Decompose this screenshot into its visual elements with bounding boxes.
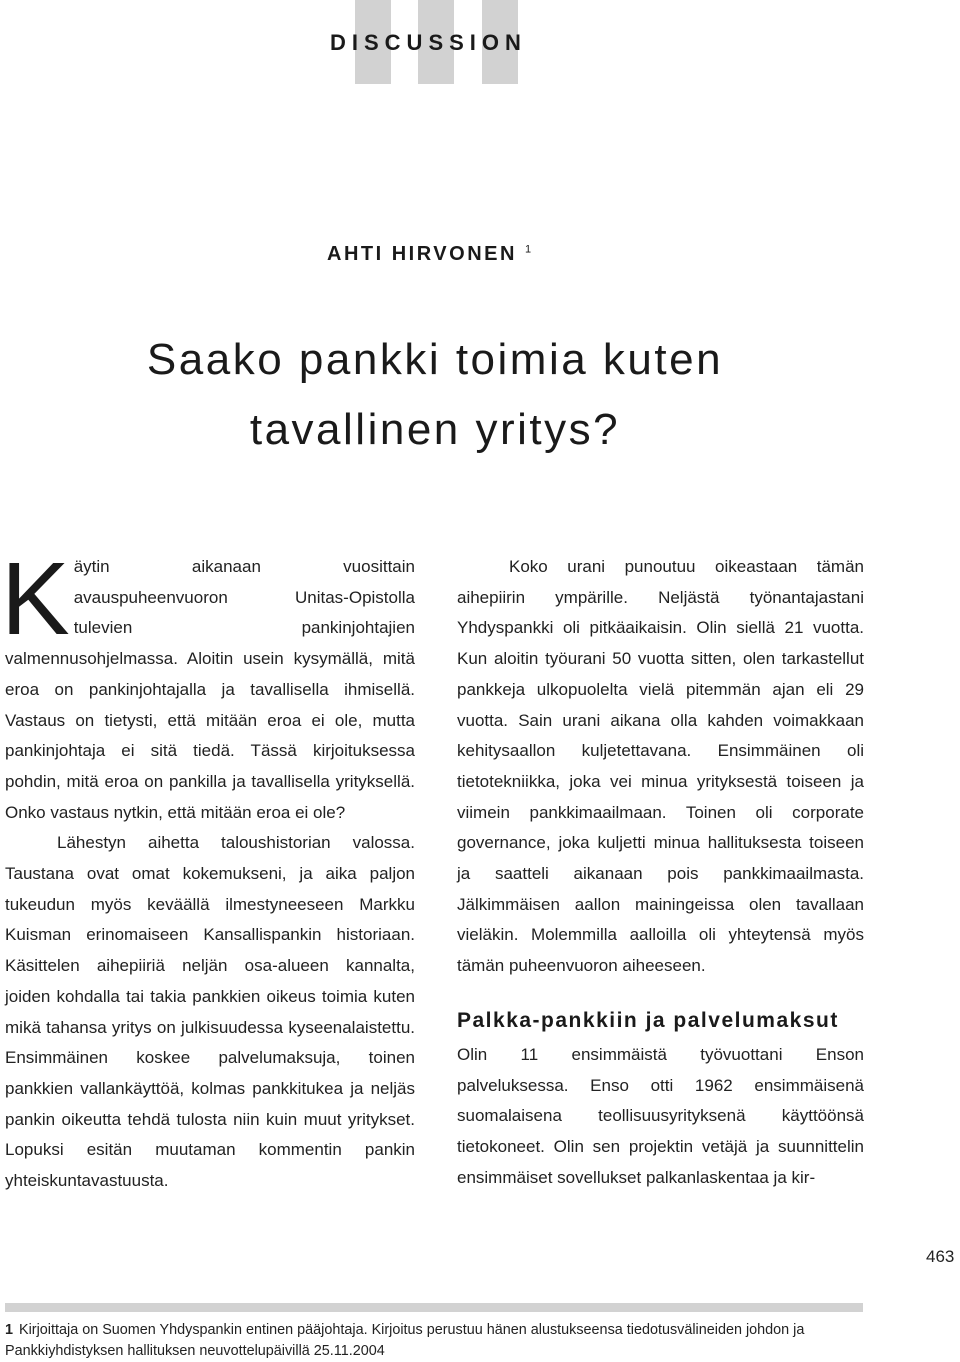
title-line-2: tavallinen yritys? [249,405,621,454]
title-line-1: Saako pankki toimia kuten [146,335,724,384]
right-column [457,552,864,1193]
footnote-divider [5,1303,863,1312]
left-paragraph-2: Lähestyn aihetta taloushistorian valossa. Taustana ovat omat kokemukseni, ja aika paljon tukeudun myös keväällä ilmestyneeseen Markku Kuisman erinomaiseen Kansallispankin historiaan. Käsittelen aihepiiriä neljän osa-alueen kannalta, joiden kohdalla tai takia pankkien oikeus toimia kuten mikä tahansa yritys on julkisuudessa kyseenalaistettu. Ensimmäinen koskee palvelumaksuja, toinen pankkien vallankäyttöä, kolmas pankkitukea ja neljäs pankin oikeutta tehdä tulosta niin kuin muut yritykset. Lopuksi esitän muutaman kommentin pankin yhteiskuntavastuusta. [5,833,415,1191]
left-paragraph-1-text: äytin aikanaan vuosittain avauspuheenvuoron Unitas-Opistolla tulevien pankinjohtajien valmennusohjelmassa. Aloitin usein kysymällä, mitä eroa on pankinjohtajalla ja tavallisella ihmisellä. Vastaus on tietysti, että mitään eroa ei ole, mutta pankinjohtaja ei sitä tiedä. Tässä kirjoituksessa pohdin, mitä eroa on pankilla ja tavallisella yrityksellä. Onko vastaus nytkin, että mitään eroa ei ole? [5,557,415,822]
article-title [0,325,870,465]
right-paragraph-1: Koko urani punoutuu oikeastaan tämän aihepiirin ympärille. Neljästä työnantajastani Yhdyspankki oli pitkäaikaisin. Olin siellä 21 vuotta. Kun aloitin työurani 50 vuotta sitten, olen tarkastellut pankkeja ulkopuolelta vielä pitemmän ajan eli 29 vuotta. Sain urani aikana olla kahden voimakkaan kehitysaallon kuljetettavana. Ensimmäinen oli tietotekniikka, joka vei minua yrityksestä toiseen ja viimein pankkimaailmaan. Toinen oli corporate governance, joka kuljetti minua hallituksesta toiseen ja saatteli aikanaan pois pankkimaailmasta. Jälkimmäisen aallon mainingeissa olen tavallaan vieläkin. Molemmilla aalloilla oli yhteytensä myös tämän puheenvuoron aiheeseen. [457,557,864,976]
section-subheading: Palkka-pankkiin ja palvelumaksut [457,1008,839,1032]
drop-cap: K [1,541,70,656]
footnote-number: 1 [5,1322,14,1338]
left-column [1,541,415,1197]
section-label: DISCUSSION [330,30,527,55]
footnote [5,1320,863,1362]
right-paragraph-2: Olin 11 ensimmäistä työvuottani Enson palveluksessa. Enso otti 1962 ensimmäisenä suomalaisena teollisuusyrityksenä käyttöönsä tietokoneet. Olin sen projektin vetäjä ja suunnittelin ensimmäiset sovellukset palkanlaskentaa ja kir- [457,1044,864,1187]
author-footnote-mark[interactable]: 1 [524,243,532,256]
left-paragraph-1 [1,541,415,828]
footnote-text: Kirjoittaja on Suomen Yhdyspankin entinen pääjohtaja. Kirjoitus perustuu hänen alustukseensa tiedotusvälineiden johdon ja Pankkiyhdistyksen hallituksen neuvottelupäivillä 25.11.2004 [5,1322,805,1359]
author-name-text: AHTI HIRVONEN [327,243,517,265]
author-name [327,243,531,266]
page-number: 463 [926,1247,955,1266]
